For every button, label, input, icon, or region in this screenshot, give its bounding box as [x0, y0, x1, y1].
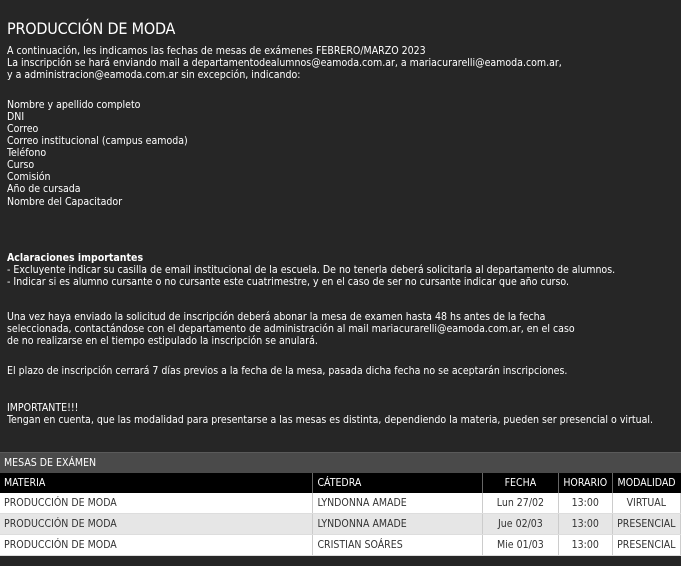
table-caption-row [0, 453, 681, 474]
page-title: PRODUCCIÓN DE MODA [7, 19, 176, 38]
cell-horario: 13:00 [558, 514, 612, 535]
header-fecha: FECHA [482, 473, 558, 493]
table-row [0, 535, 681, 556]
clarifications-title: Aclaraciones importantes [7, 252, 144, 264]
cell-modalidad: VIRTUAL [612, 493, 680, 514]
header-materia: MATERIA [0, 473, 313, 493]
intro-line: A continuación, les indicamos las fechas de mesas de exámenes FEBRERO/MARZO 2023 [7, 45, 426, 57]
cell-modalidad: PRESENCIAL [612, 535, 680, 556]
payment-text [7, 311, 575, 347]
field-item: Correo institucional (campus eamoda) [7, 135, 188, 148]
cell-catedra: LYNDONNA AMADE [313, 493, 482, 514]
header-horario: HORARIO [558, 473, 612, 493]
cell-catedra: LYNDONNA AMADE [313, 514, 482, 535]
field-item: Curso [7, 159, 35, 172]
field-item: Nombre del Capacitador [7, 195, 123, 208]
table-row [0, 514, 681, 535]
table-header-row [0, 473, 681, 493]
cell-fecha: Jue 02/03 [482, 514, 558, 535]
cell-horario: 13:00 [558, 535, 612, 556]
intro-text [7, 45, 562, 81]
table-row [0, 493, 681, 514]
cell-modalidad: PRESENCIAL [612, 514, 680, 535]
clarification-line: - Excluyente indicar su casilla de email institucional de la escuela. De no tenerla deberá solicitarla al departamento de alumnos. [7, 264, 616, 277]
important-text: Tengan en cuenta, que las modalidad para presentarse a las mesas es distinta, dependiendo la materia, pueden ser presencial o virtual. [7, 414, 654, 427]
cell-catedra: CRISTIAN SOÁRES [313, 535, 482, 556]
payment-line: de no realizarse en el tiempo estipulado la inscripción se anulará. [7, 335, 318, 348]
field-item: Comisión [7, 171, 51, 184]
field-item: Año de cursada [7, 183, 81, 196]
deadline-text: El plazo de inscripción cerrará 7 días previos a la fecha de la mesa, pasada dicha fecha no se aceptarán inscripciones. [7, 365, 568, 377]
field-item: DNI [7, 111, 25, 124]
important-notice [7, 402, 653, 426]
cell-horario: 13:00 [558, 493, 612, 514]
exam-table [0, 452, 681, 556]
intro-line: La inscripción se hará enviando mail a departamentodealumnos@eamoda.com.ar, a mariacurarelli@eamoda.com.ar, [7, 57, 562, 70]
payment-line: seleccionada, contactándose con el departamento de administración al mail mariacurarelli@eamoda.com.ar, en el caso [7, 323, 575, 336]
table-caption: MESAS DE EXÁMEN [0, 453, 681, 474]
field-item: Correo [7, 123, 39, 136]
header-catedra: CÁTEDRA [313, 473, 482, 493]
clarification-line: - Indicar si es alumno cursante o no cursante este cuatrimestre, y en el caso de ser no cursante indicar que año curso. [7, 276, 569, 289]
field-item: Nombre y apellido completo [7, 99, 141, 111]
payment-line: Una vez haya enviado la solicitud de inscripción deberá abonar la mesa de examen hasta 48 hs antes de la fecha [7, 311, 546, 323]
important-title: IMPORTANTE!!! [7, 402, 79, 414]
cell-materia: PRODUCCIÓN DE MODA [0, 514, 313, 535]
cell-materia: PRODUCCIÓN DE MODA [0, 535, 313, 556]
cell-materia: PRODUCCIÓN DE MODA [0, 493, 313, 514]
field-item: Teléfono [7, 147, 47, 160]
cell-fecha: Lun 27/02 [482, 493, 558, 514]
required-fields-list [7, 99, 188, 208]
header-modalidad: MODALIDAD [612, 473, 680, 493]
clarifications [7, 252, 615, 288]
cell-fecha: Mie 01/03 [482, 535, 558, 556]
intro-line: y a administracion@eamoda.com.ar sin excepción, indicando: [7, 69, 301, 82]
